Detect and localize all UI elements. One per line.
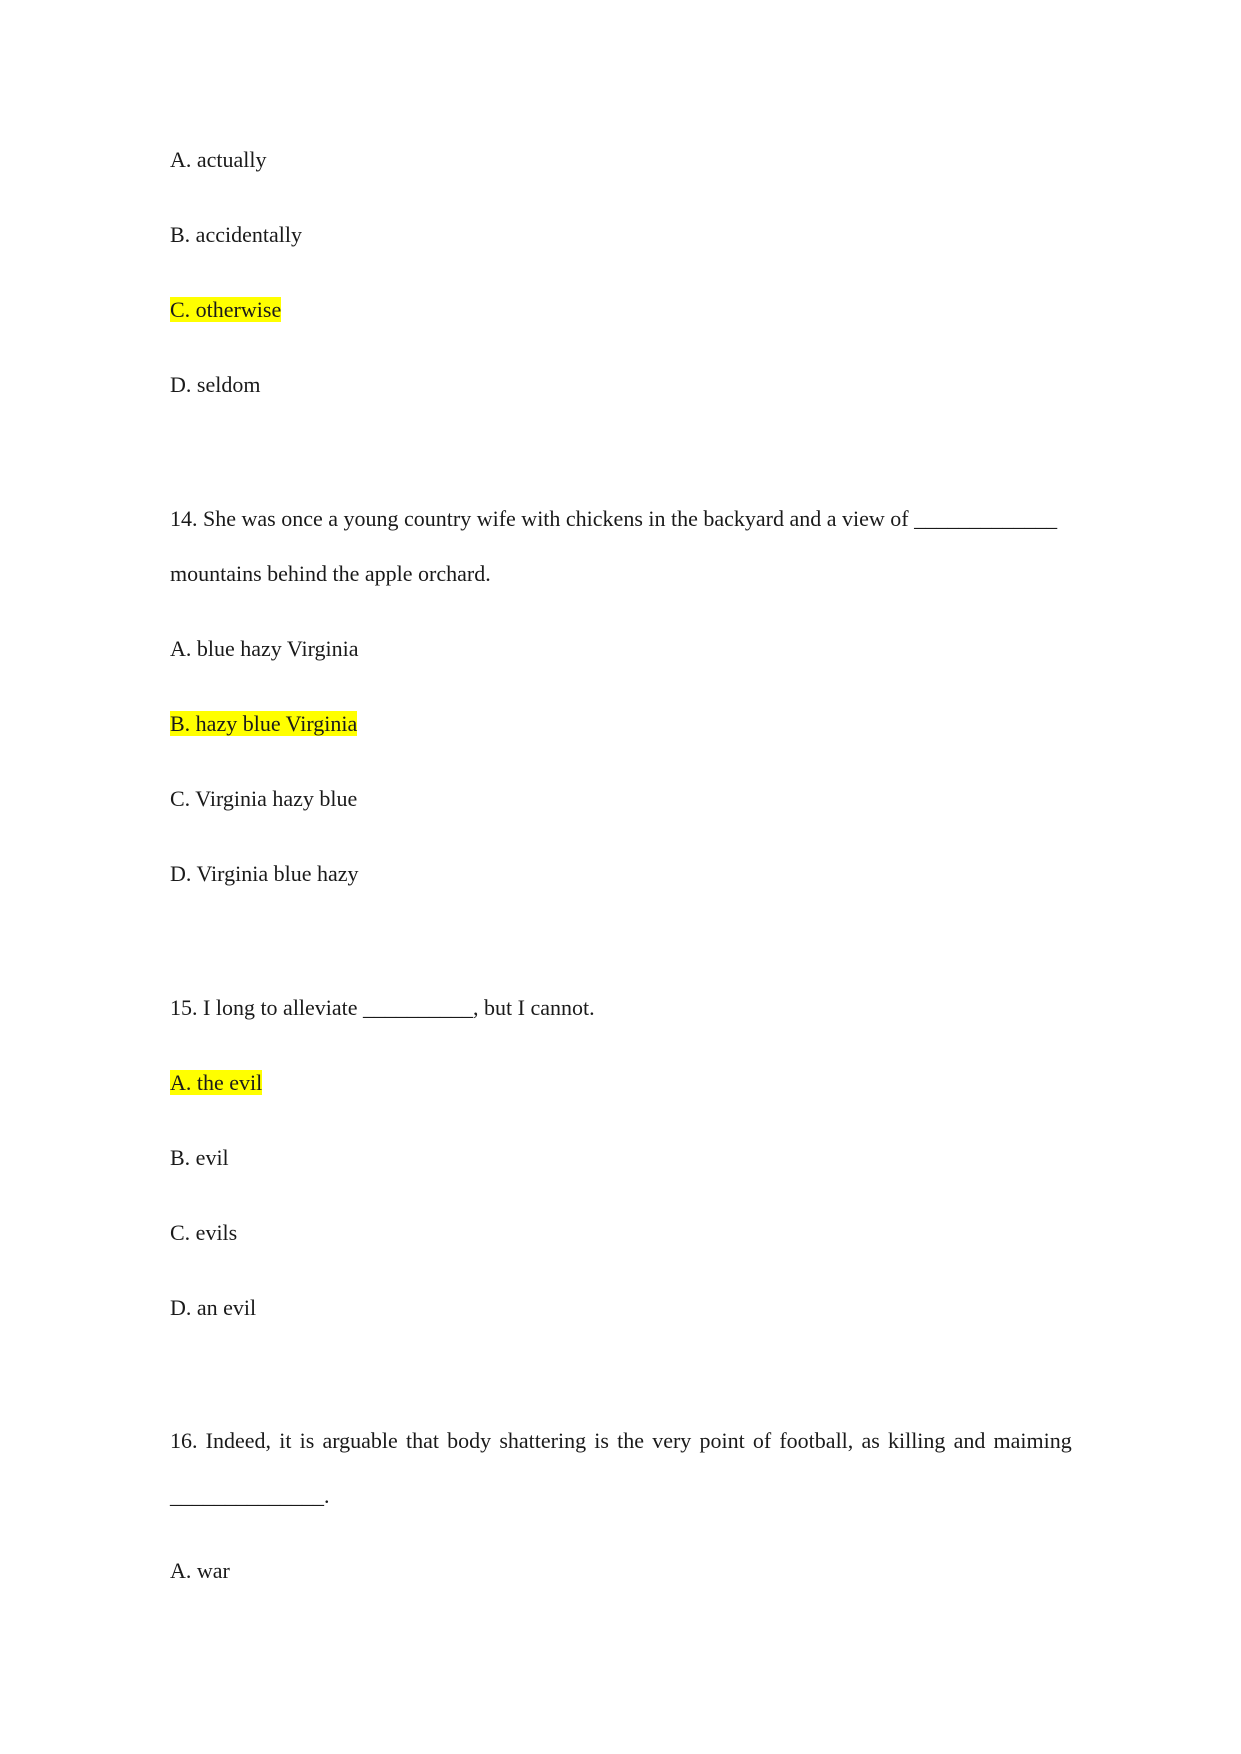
q16-option-a: A. war xyxy=(170,1558,230,1583)
q16-word: is xyxy=(594,1428,609,1453)
q15-option-c: C. evils xyxy=(170,1220,238,1245)
q16-word: 16. xyxy=(170,1428,198,1453)
q16-word: Indeed, xyxy=(205,1428,272,1453)
q14-option-c: C. Virginia hazy blue xyxy=(170,786,358,811)
q15-option-a-answer xyxy=(170,1070,262,1096)
answer-highlight: B. hazy blue Virginia xyxy=(170,711,358,736)
q13-option-b: B. accidentally xyxy=(170,222,302,247)
q15-option-d: D. an evil xyxy=(170,1295,257,1320)
q16-word: shattering xyxy=(499,1428,587,1453)
q16-stem-line1 xyxy=(170,1428,1072,1454)
q16-word: very xyxy=(652,1428,692,1453)
q14-stem-line1: 14. She was once a young country wife with chickens in the backyard and a view of _____________ xyxy=(170,506,1058,531)
q16-word: the xyxy=(617,1428,645,1453)
q16-word: is xyxy=(299,1428,315,1453)
q14-option-b-answer xyxy=(170,711,357,737)
q16-word: that xyxy=(405,1428,439,1453)
q13-option-a: A. actually xyxy=(170,147,267,172)
q13-option-d: D. seldom xyxy=(170,372,261,397)
answer-highlight: A. the evil xyxy=(170,1070,263,1095)
q14-option-d: D. Virginia blue hazy xyxy=(170,861,359,886)
q14-stem-line2: mountains behind the apple orchard. xyxy=(170,561,491,586)
q15-stem: 15. I long to alleviate __________, but I cannot. xyxy=(170,995,595,1020)
q16-word: point xyxy=(699,1428,745,1453)
q14-option-a: A. blue hazy Virginia xyxy=(170,636,359,661)
q16-word: it xyxy=(279,1428,292,1453)
q16-word: and xyxy=(953,1428,986,1453)
q16-stem-line2: ______________. xyxy=(170,1483,330,1508)
q13-option-c-answer xyxy=(170,297,281,323)
q16-word: football, xyxy=(779,1428,854,1453)
q16-word: as xyxy=(861,1428,880,1453)
q16-word: maiming xyxy=(993,1428,1072,1453)
q16-word: body xyxy=(447,1428,492,1453)
q15-option-b: B. evil xyxy=(170,1145,229,1170)
q16-word: killing xyxy=(887,1428,946,1453)
q16-word: of xyxy=(752,1428,772,1453)
q16-word: arguable xyxy=(322,1428,398,1453)
answer-highlight: C. otherwise xyxy=(170,297,282,322)
